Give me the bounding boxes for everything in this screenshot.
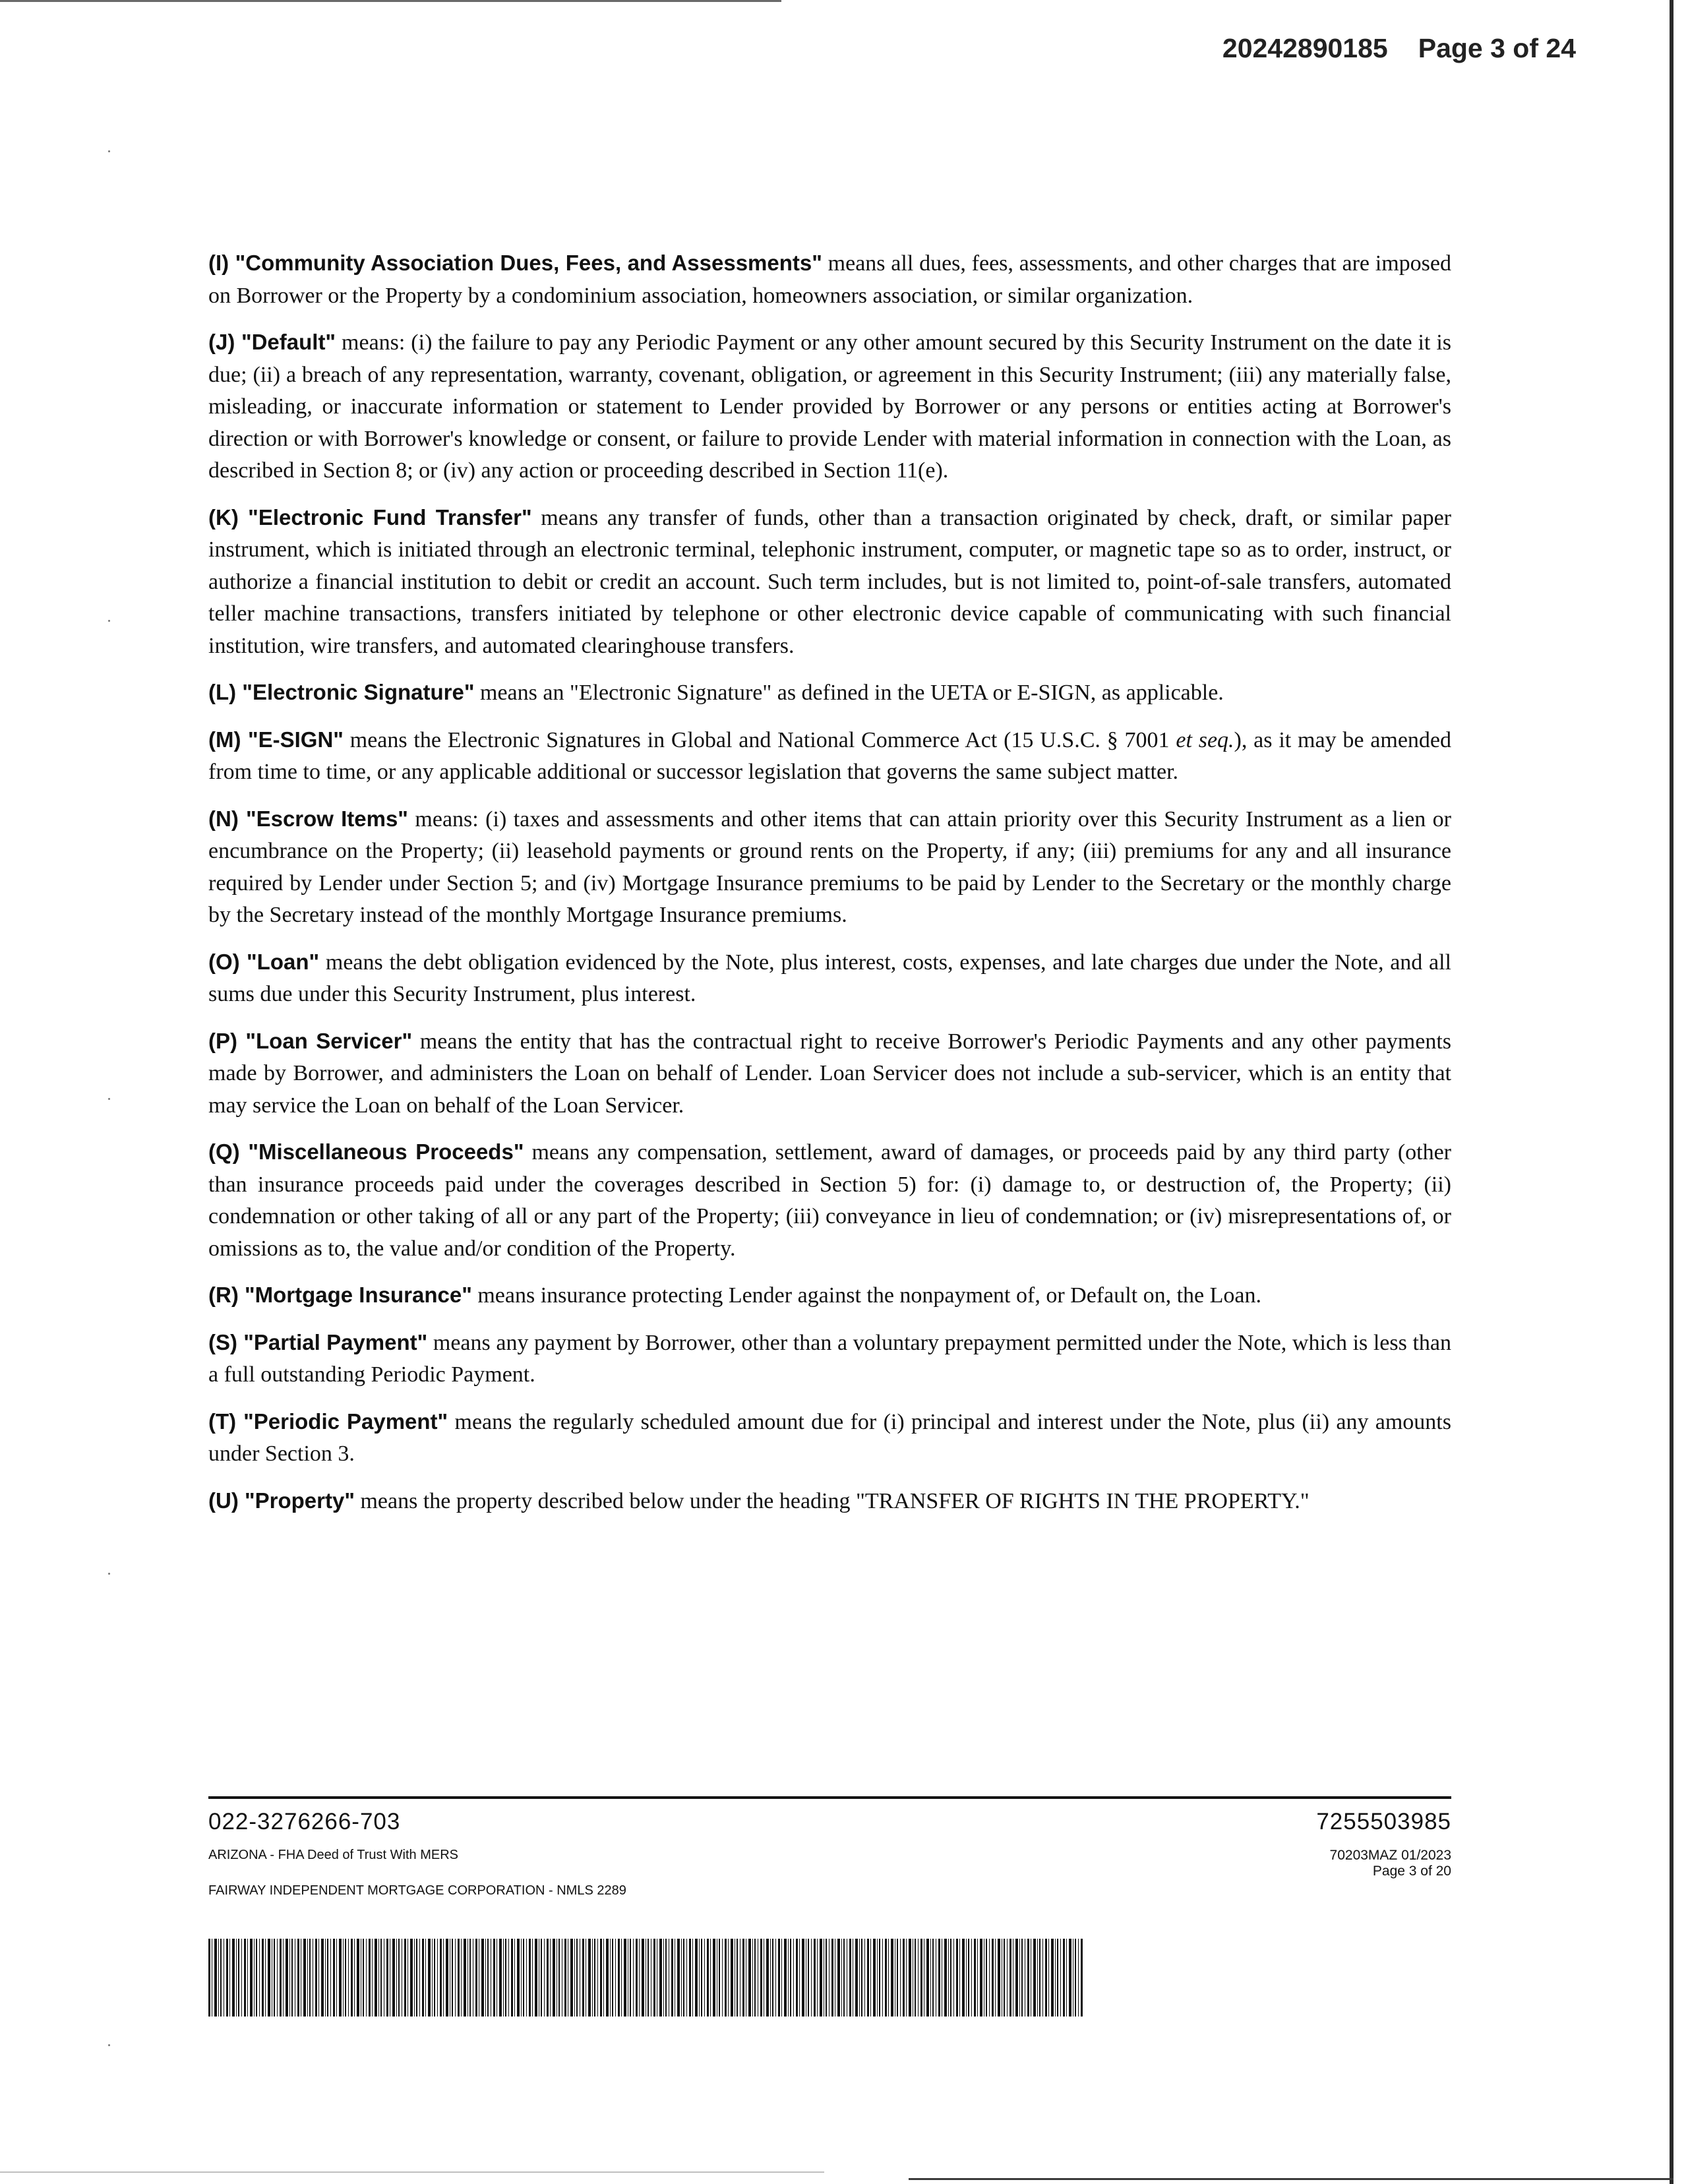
definition-text: means any payment by Borrower, other than a voluntary prepayment permitted under the Note, which is less than a full outstanding Periodic Payment.: [208, 1330, 1452, 1387]
footer-divider: [208, 1796, 1451, 1799]
scan-edge-bottom-right: [909, 2178, 1673, 2180]
definition-paragraph: [208, 1025, 1451, 1122]
definition-paragraph: [208, 1327, 1451, 1391]
footer-reference-number: 7255503985: [1316, 1809, 1451, 1835]
definition-paragraph: [208, 502, 1451, 663]
definition-term: (S) "Partial Payment": [208, 1329, 428, 1354]
barcode: [208, 1939, 1084, 2017]
definition-text: means any compensation, settlement, award of damages, or proceeds paid by any third party (other than insurance proceeds paid under the coverages described in Section 5) for: (i) damage to, or destruction of, the Property; (ii) condemnation or other taking of all or any part of the Property; (iii) conveyance in lieu of condemnation; or (iv) misrepresentations of, or omissions as to, the value and/or condition of the Property.: [208, 1140, 1451, 1261]
footer-page-number: Page 3 of 20: [1372, 1864, 1451, 1879]
definition-paragraph: [208, 946, 1451, 1011]
scan-speck: [108, 2044, 110, 2046]
definition-term: (J) "Default": [208, 330, 336, 354]
definition-term: (I) "Community Association Dues, Fees, and Assessments": [208, 251, 822, 275]
definition-text: means: (i) taxes and assessments and other items that can attain priority over this Security Instrument as a lien or encumbrance on the Property; (ii) leasehold payments or ground rents on the Property, if any; (iii) premiums for any and all insurance required by Lender under Section 5; and (iv) Mortgage Insurance premiums to be paid by Lender to the Secretary or the monthly charge by the Secretary instead of the monthly Mortgage Insurance premiums.: [208, 806, 1451, 927]
footer-lender: FAIRWAY INDEPENDENT MORTGAGE CORPORATION - NMLS 2289: [208, 1883, 626, 1898]
definition-term: (M) "E-SIGN": [208, 727, 344, 752]
definition-paragraph: [208, 677, 1451, 710]
definition-term: (O) "Loan": [208, 949, 320, 974]
definition-term: (L) "Electronic Signature": [208, 680, 475, 704]
scan-speck: [108, 620, 110, 622]
definition-term: (Q) "Miscellaneous Proceeds": [208, 1139, 524, 1164]
recording-page-label: Page 3 of 24: [1418, 33, 1576, 63]
scan-speck: [108, 150, 110, 152]
footer-loan-number: 022-3276266-703: [208, 1809, 401, 1835]
footer-right-block: [990, 1805, 1451, 1879]
definition-text: means an "Electronic Signature" as defined in the UETA or E-SIGN, as applicable.: [474, 681, 1224, 705]
definition-term: (U) "Property": [208, 1488, 355, 1513]
definition-paragraph: [208, 247, 1451, 312]
definition-paragraph: [208, 724, 1451, 789]
scan-speck: [108, 1573, 110, 1575]
recording-number: 20242890185: [1222, 33, 1388, 63]
definition-text: means insurance protecting Lender against the nonpayment of, or Default on, the Loan.: [471, 1283, 1261, 1308]
definitions-body: [208, 247, 1451, 1532]
definition-term: (R) "Mortgage Insurance": [208, 1283, 472, 1307]
definition-paragraph: [208, 803, 1451, 932]
definition-text-continued: ), as it may be amended from time to time, or any applicable additional or successor legislation that governs the same subject matter.: [208, 727, 1452, 784]
definition-term: (K) "Electronic Fund Transfer": [208, 504, 532, 530]
definition-term: (N) "Escrow Items": [208, 806, 408, 831]
definition-text: means the Electronic Signatures in Global and National Commerce Act (15 U.S.C. § 7001: [343, 727, 1170, 752]
definition-text: means all dues, fees, assessments, and other charges that are imposed on Borrower or the Property by a condominium association, homeowners association, or similar organization.: [208, 251, 1451, 308]
footer-form-code: 70203MAZ 01/2023: [1329, 1848, 1451, 1863]
definition-text: means any transfer of funds, other than a transaction originated by check, draft, or similar paper instrument, which is initiated through an electronic terminal, telephonic instrument, computer, or magnetic tape so as to order, instruct, or authorize a financial institution to debit or credit an account. Such term includes, but is not limited to, point-of-sale transfers, automated teller machine transactions, transfers initiated by telephone or other electronic device capable of communicating with such financial institution, wire transfers, and automated clearinghouse transfers.: [208, 505, 1451, 658]
definition-text: means the entity that has the contractual right to receive Borrower's Periodic Payments and any other payments made by Borrower, and administers the Loan on behalf of Lender. Loan Servicer does not include a sub-servicer, which is an entity that may service the Loan on behalf of the Loan Servicer.: [208, 1029, 1451, 1118]
scan-edge-top: [0, 0, 781, 2]
definition-text: means the property described below under the heading "TRANSFER OF RIGHTS IN THE PROPERTY.": [354, 1488, 1310, 1513]
definition-paragraph: [208, 1485, 1451, 1518]
scan-edge-bottom-left: [0, 2171, 824, 2173]
definition-text: means: (i) the failure to pay any Periodic Payment or any other amount secured by this Security Instrument on the date it is due; (ii) a breach of any representation, warranty, covenant, obligation, or agreement in this Security Instrument; (iii) any materially false, misleading, or inaccurate information or statement to Lender provided by Borrower or any persons or entities acting at Borrower's direction or with Borrower's knowledge or consent, or failure to provide Lender with material information in connection with the Loan, as described in Section 8; or (iv) any action or proceeding described in Section 11(e).: [208, 330, 1452, 483]
definition-text: means the regularly scheduled amount due for (i) principal and interest under the Note, plus (ii) any amounts under Section 3.: [208, 1409, 1451, 1466]
definition-text: means the debt obligation evidenced by the Note, plus interest, costs, expenses, and late charges due under the Note, and all sums due under this Security Instrument, plus interest.: [208, 950, 1451, 1006]
definition-paragraph: [208, 1136, 1451, 1265]
scan-speck: [108, 1098, 110, 1100]
footer-left-block: [208, 1805, 1000, 1900]
definition-paragraph: [208, 1406, 1451, 1471]
definition-term: (P) "Loan Servicer": [208, 1028, 413, 1053]
scan-edge-right: [1670, 0, 1673, 2184]
definition-paragraph: [208, 1279, 1451, 1312]
footer-form-title: ARIZONA - FHA Deed of Trust With MERS: [208, 1848, 458, 1862]
definition-italic: et seq.: [1176, 727, 1234, 752]
recording-stamp: [1222, 33, 1576, 64]
definition-paragraph: [208, 326, 1451, 487]
definition-term: (T) "Periodic Payment": [208, 1409, 448, 1434]
